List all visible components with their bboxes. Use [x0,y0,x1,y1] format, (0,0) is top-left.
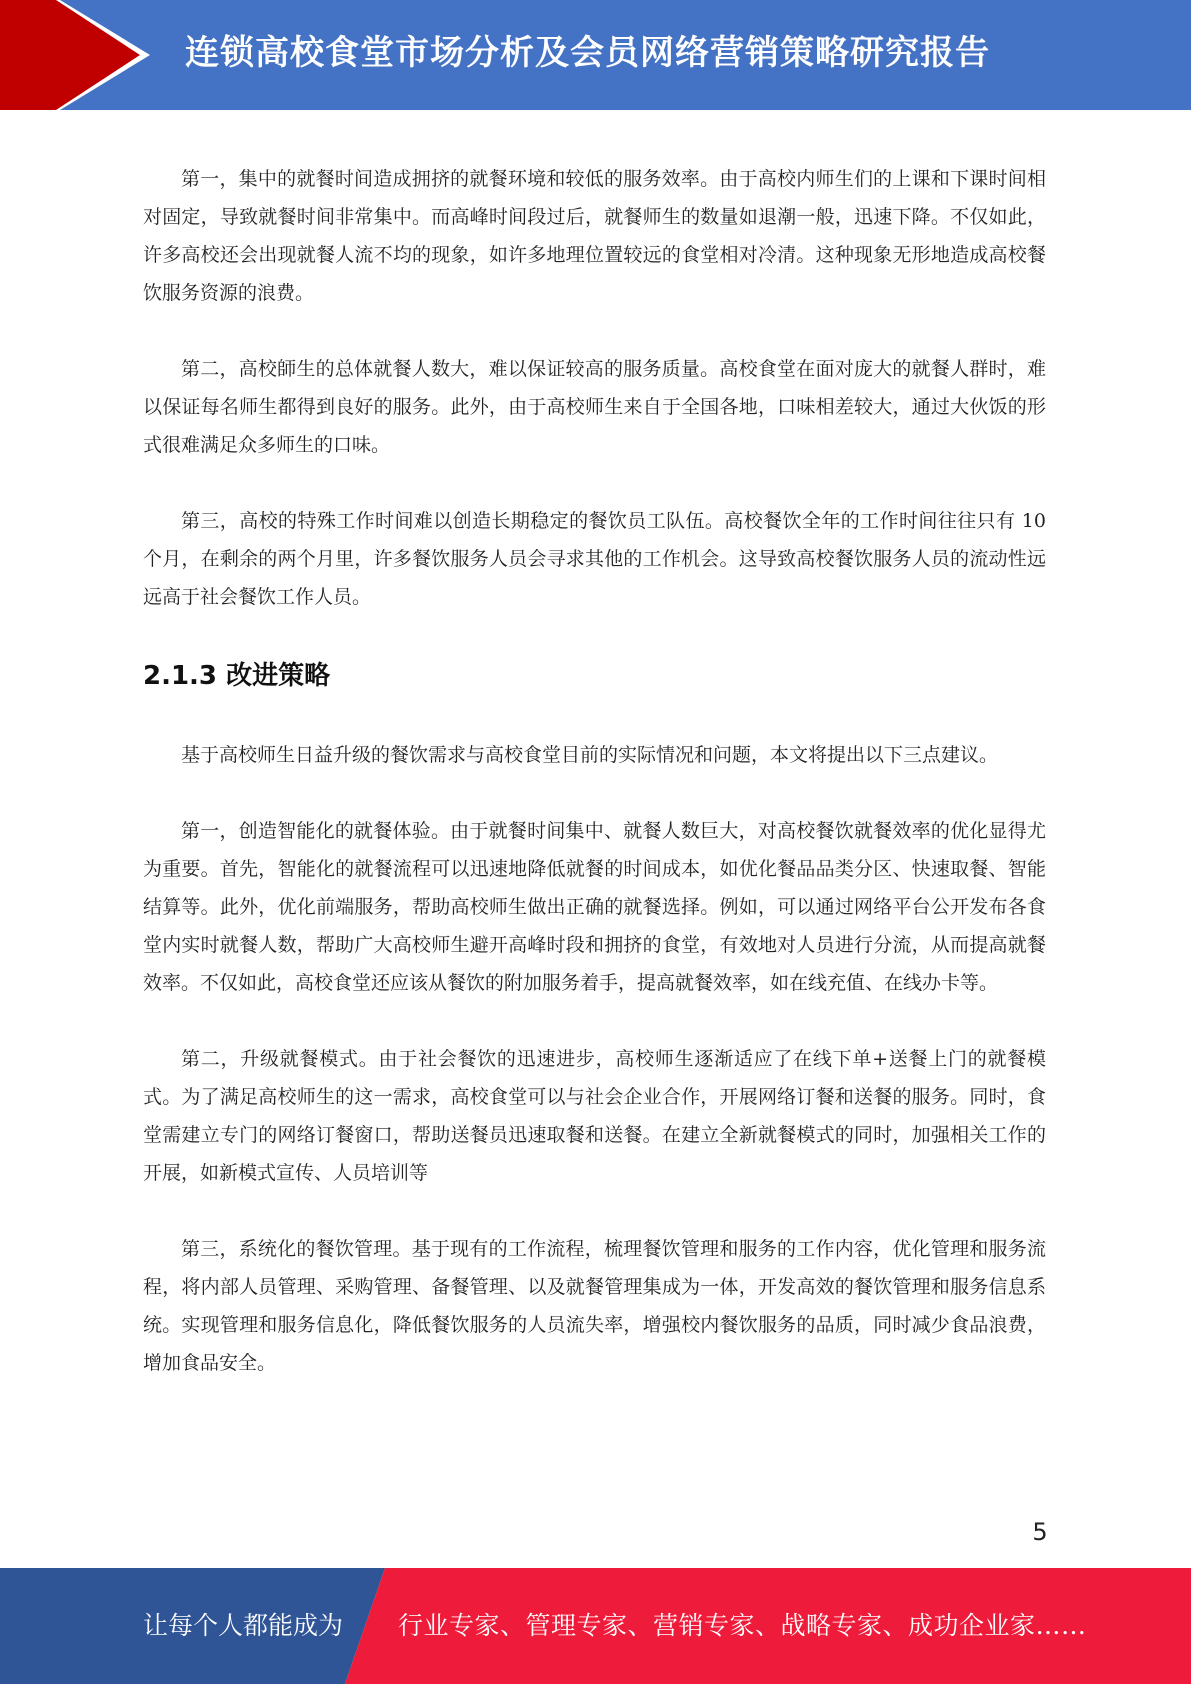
paragraph: 基于高校师生日益升级的餐饮需求与高校食堂目前的实际情况和问题，本文将提出以下三点建议。 [181,744,999,766]
page-number: 5 [1032,1518,1048,1546]
paragraph: 第三，高校的特殊工作时间难以创造长期稳定的餐饮员工队伍。高校餐饮全年的工作时间往往只有 10 个月，在剩余的两个月里，许多餐饮服务人员会寻求其他的工作机会。这导致高校餐饮服务人员的流动性远远高于社会餐饮工作人员。 [143,510,1046,608]
paragraph: 第二，高校師生的总体就餐人数大，难以保证较高的服务质量。高校食堂在面对庞大的就餐人群时，难以保证每名师生都得到良好的服务。此外，由于高校师生来自于全国各地，口味相差较大，通过大伙饭的形式很难满足众多师生的口味。 [143,358,1046,456]
paragraph: 第二，升级就餐模式。由于社会餐饮的迅速进步，高校师生逐渐适应了在线下单+送餐上门的就餐模式。为了满足高校师生的这一需求，高校食堂可以与社会企业合作，开展网络订餐和送餐的服务。同时，食堂需建立专门的网络订餐窗口，帮助送餐员迅速取餐和送餐。在建立全新就餐模式的同时，加强相关工作的开展，如新模式宣传、人员培训等 [143,1048,1046,1184]
footer-slogan-right: 行业专家、管理专家、营销专家、战略专家、成功企业家…… [398,1611,1087,1640]
footer-banner [0,1568,1191,1684]
paragraph: 第一，创造智能化的就餐体验。由于就餐时间集中、就餐人数巨大，对高校餐饮就餐效率的优化显得尤为重要。首先，智能化的就餐流程可以迅速地降低就餐的时间成本，如优化餐品品类分区、快速取餐、智能结算等。此外，优化前端服务，帮助高校师生做出正确的就餐选择。例如，可以通过网络平台公开发布各食堂内实时就餐人数，帮助广大高校师生避开高峰时段和拥挤的食堂，有效地对人员进行分流，从而提高就餐效率。不仅如此，高校食堂还应该从餐饮的附加服务着手，提高就餐效率，如在线充值、在线办卡等。 [143,820,1046,994]
paragraph: 第三，系统化的餐饮管理。基于现有的工作流程，梳理餐饮管理和服务的工作内容，优化管理和服务流程，将内部人员管理、采购管理、备餐管理、以及就餐管理集成为一体，开发高效的餐饮管理和服务信息系统。实现管理和服务信息化，降低餐饮服务的人员流失率，增强校内餐饮服务的品质，同时减少食品浪费，增加食品安全。 [143,1238,1046,1374]
report-title: 连锁高校食堂市场分析及会员网络营销策略研究报告 [185,33,990,73]
footer-slogan-left: 让每个人都能成为 [143,1611,344,1640]
chevron-right-icon [0,0,150,110]
document-body [143,160,1046,1420]
paragraph: 第一，集中的就餐时间造成拥挤的就餐环境和较低的服务效率。由于高校内师生们的上课和下课时间相对固定，导致就餐时间非常集中。而高峰时间段过后，就餐师生的数量如退潮一般，迅速下降。不仅如此，许多高校还会出现就餐人流不均的现象，如许多地理位置较远的食堂相对冷清。这种现象无形地造成高校餐饮服务资源的浪费。 [143,168,1046,304]
section-heading: 2.1.3 改进策略 [143,661,331,691]
header-banner [0,0,1191,110]
